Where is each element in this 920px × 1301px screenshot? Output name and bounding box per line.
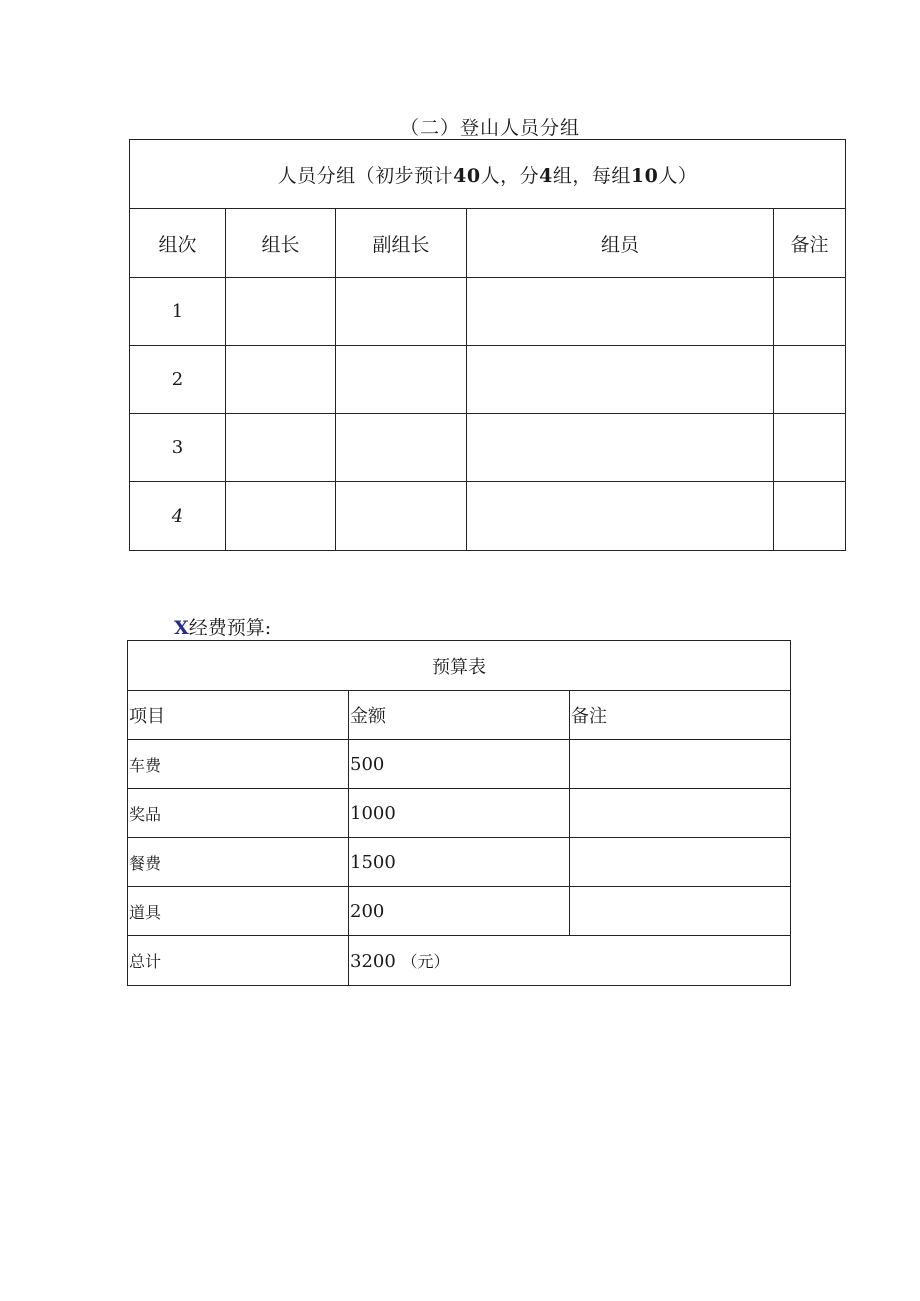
- group-table: [129, 139, 846, 551]
- item-cell: 奖品: [128, 789, 349, 838]
- total-row: [128, 936, 791, 986]
- table-row: [128, 740, 791, 789]
- caption-num-groups: 4: [539, 164, 553, 187]
- caption-text-3: 组，每组: [552, 164, 631, 187]
- group-index-cell: 3: [130, 414, 226, 482]
- item-cell: 餐费: [128, 838, 349, 887]
- members-cell: [467, 414, 774, 482]
- members-cell: [467, 278, 774, 346]
- total-amount-cell: [349, 936, 791, 986]
- total-amount: 3200: [350, 951, 396, 972]
- amount-cell: 1500: [349, 838, 570, 887]
- group-index-cell: 4: [130, 482, 226, 551]
- caption-num-per-group: 10: [630, 164, 659, 187]
- note-cell: [774, 346, 846, 414]
- table-row: [128, 789, 791, 838]
- header-note: 备注: [774, 209, 846, 278]
- header-leader: 组长: [226, 209, 336, 278]
- header-amount: 金额: [349, 691, 570, 740]
- section-title: （二）登山人员分组: [399, 117, 580, 139]
- members-cell: [467, 346, 774, 414]
- note-cell: [570, 740, 791, 789]
- note-cell: [570, 789, 791, 838]
- header-deputy-leader: 副组长: [336, 209, 467, 278]
- amount-cell: 200: [349, 887, 570, 936]
- budget-heading-text: 经费预算:: [188, 617, 272, 639]
- table-row: [128, 838, 791, 887]
- group-index-cell: 1: [130, 278, 226, 346]
- header-item: 项目: [128, 691, 349, 740]
- leader-cell: [226, 278, 336, 346]
- budget-table: [127, 640, 791, 986]
- table-row: [130, 482, 846, 551]
- note-cell: [570, 838, 791, 887]
- leader-cell: [226, 414, 336, 482]
- caption-text-4: 人）: [658, 164, 698, 187]
- note-cell: [570, 887, 791, 936]
- amount-cell: 500: [349, 740, 570, 789]
- caption-text-1: 人员分组（初步预计: [277, 164, 454, 187]
- leader-cell: [226, 346, 336, 414]
- deputy-cell: [336, 278, 467, 346]
- note-cell: [774, 414, 846, 482]
- group-table-caption: [130, 140, 846, 209]
- deputy-cell: [336, 414, 467, 482]
- table-row: [130, 278, 846, 346]
- deputy-cell: [336, 482, 467, 551]
- table-row: [128, 887, 791, 936]
- x-mark: X: [174, 617, 189, 639]
- total-unit: （元）: [401, 952, 450, 971]
- members-cell: [467, 482, 774, 551]
- note-cell: [774, 482, 846, 551]
- caption-num-total: 40: [453, 164, 481, 187]
- caption-text-2: 人，分: [480, 164, 540, 187]
- amount-cell: 1000: [349, 789, 570, 838]
- table-row: [130, 414, 846, 482]
- table-row: [130, 346, 846, 414]
- header-members: 组员: [467, 209, 774, 278]
- note-cell: [774, 278, 846, 346]
- header-group-number: 组次: [130, 209, 226, 278]
- budget-heading: [174, 613, 271, 640]
- deputy-cell: [336, 346, 467, 414]
- leader-cell: [226, 482, 336, 551]
- item-cell: 车费: [128, 740, 349, 789]
- header-note: 备注: [570, 691, 791, 740]
- budget-table-title: 预算表: [128, 641, 791, 691]
- total-label: 总计: [128, 936, 349, 986]
- group-index-cell: 2: [130, 346, 226, 414]
- item-cell: 道具: [128, 887, 349, 936]
